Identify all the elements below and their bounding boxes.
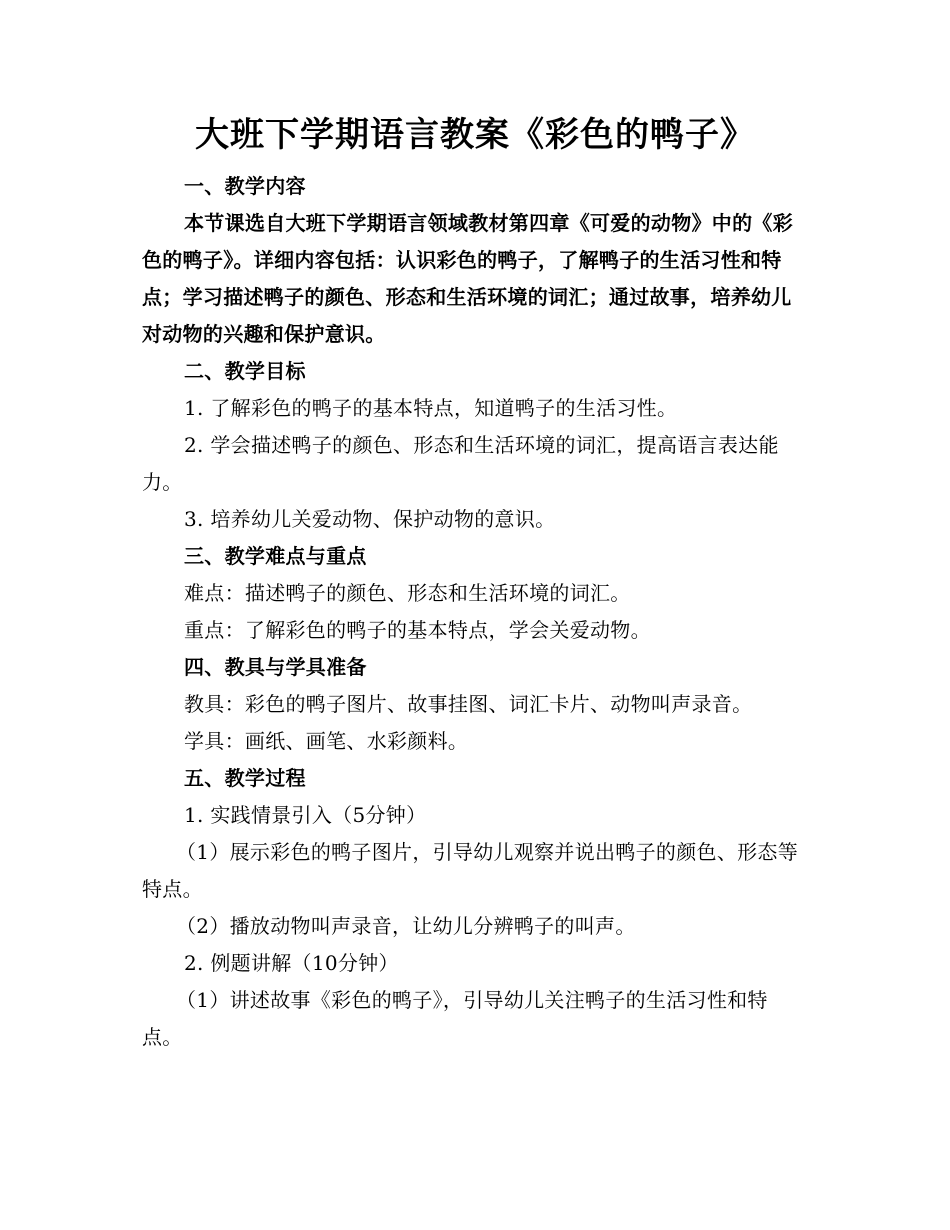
student-materials-line: 学具：画纸、画笔、水彩颜料。 — [184, 729, 469, 753]
section-heading-materials: 四、教具与学具准备 — [184, 655, 367, 679]
objective-item: 1. 了解彩色的鸭子的基本特点，知道鸭子的生活习性。 — [184, 396, 678, 420]
difficulty-line: 难点：描述鸭子的颜色、形态和生活环境的词汇。 — [184, 581, 631, 605]
teacher-materials-line: 教具：彩色的鸭子图片、故事挂图、词汇卡片、动物叫声录音。 — [184, 692, 753, 716]
document-title: 大班下学期语言教案《彩色的鸭子》 — [195, 115, 755, 155]
process-step: 2. 例题讲解（10分钟） — [184, 951, 399, 975]
content-paragraph: 本节课选自大班下学期语言领域教材第四章《可爱的动物》中的《彩色的鸭子》。详细内容包括：认识彩色的鸭子，了解鸭子的生活习性和特点；学习描述鸭子的颜色、形态和生活环境的词汇；通过故事，培养幼儿对动物的兴趣和保护意识。 — [142, 211, 793, 346]
objective-item: 3. 培养幼儿关爱动物、保护动物的意识。 — [184, 507, 556, 531]
process-substep: （2）播放动物叫声录音，让幼儿分辨鸭子的叫声。 — [176, 914, 636, 938]
section-heading-key-points: 三、教学难点与重点 — [184, 544, 367, 568]
process-substep: （1）展示彩色的鸭子图片，引导幼儿观察并说出鸭子的颜色、形态等特点。 — [142, 840, 799, 901]
focus-line: 重点：了解彩色的鸭子的基本特点，学会关爱动物。 — [184, 618, 651, 642]
objective-item: 2. 学会描述鸭子的颜色、形态和生活环境的词汇，提高语言表达能力。 — [142, 433, 779, 494]
section-heading-objectives: 二、教学目标 — [184, 359, 306, 383]
process-step: 1. 实践情景引入（5分钟） — [184, 803, 427, 827]
section-heading-content: 一、教学内容 — [184, 174, 306, 198]
document-body — [142, 168, 808, 1056]
process-substep: （1）讲述故事《彩色的鸭子》，引导幼儿关注鸭子的生活习性和特点。 — [142, 988, 768, 1049]
section-heading-process: 五、教学过程 — [184, 766, 306, 790]
